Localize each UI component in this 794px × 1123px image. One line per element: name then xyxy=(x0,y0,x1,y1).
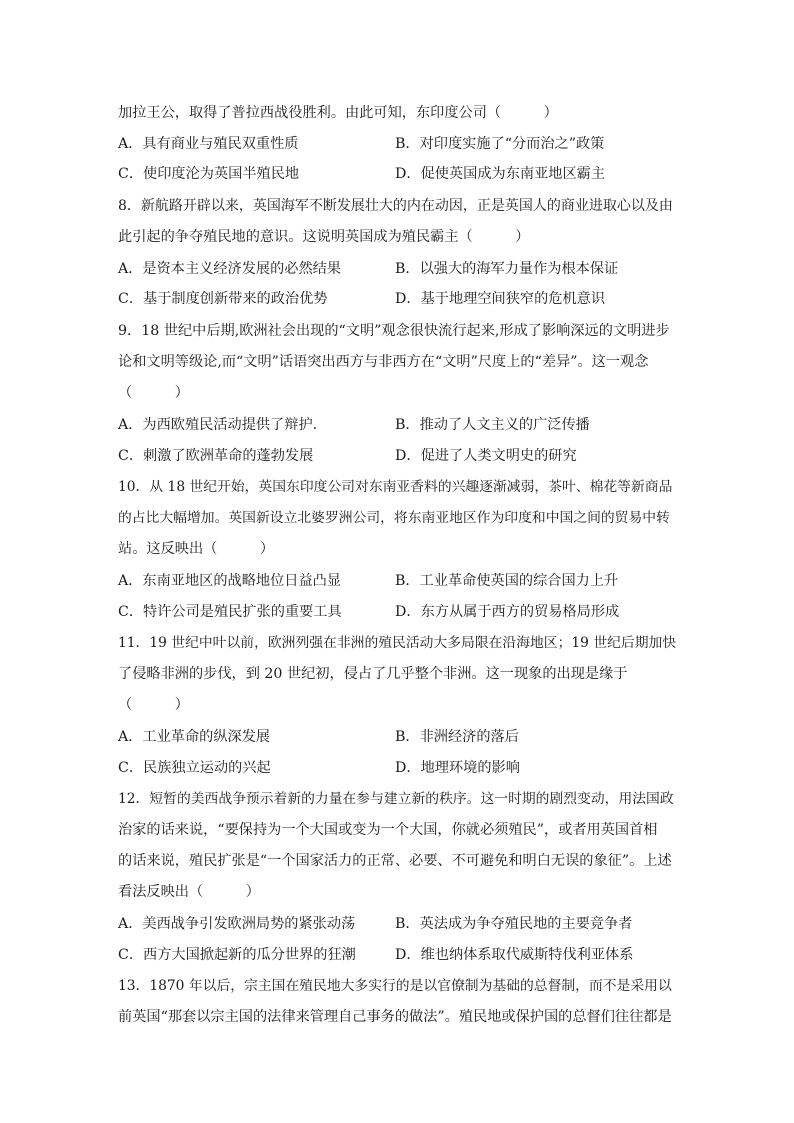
question-8-line-2: 此引起的争夺殖民地的意识。这说明英国成为殖民霸主（ ） xyxy=(118,229,530,245)
question-12-line-1: 12．短暂的美西战争预示着新的力量在参与建立新的秩序。这一时期的剧烈变动，用法国政 xyxy=(118,791,674,807)
question-10-line-3: 站。这反映出（ ） xyxy=(118,541,275,557)
question-9-line-2: 论和文明等级论,而“文明”话语突出西方与非西方在“文明”尺度上的“差异”。这一观念 xyxy=(118,354,649,370)
option-a: A．是资本主义经济发展的必然结果 xyxy=(118,261,342,277)
question-12-line-3: 的话来说，殖民扩张是“一个国家活力的正常、必要、不可避免和明白无误的象征”。上述 xyxy=(118,853,672,869)
option-b: B．非洲经济的落后 xyxy=(395,729,519,745)
option-c: C．刺激了欧洲革命的蓬勃发展 xyxy=(118,448,314,464)
option-b: B．英法成为争夺殖民地的主要竞争者 xyxy=(395,916,633,932)
option-a: A．为西欧殖民活动提供了辩护. xyxy=(118,417,318,433)
question-12-line-2: 治家的话来说，“要保持为一个大国或变为一个大国，你就必须殖民”，或者用英国首相 xyxy=(118,822,658,838)
option-d: D．东方从属于西方的贸易格局形成 xyxy=(395,604,620,620)
option-d: D．维也纳体系取代威斯特伐利亚体系 xyxy=(395,947,634,963)
option-a: A．工业革命的纵深发展 xyxy=(118,729,271,745)
option-b: B．以强大的海军力量作为根本保证 xyxy=(395,261,619,277)
option-a: A．东南亚地区的战略地位日益凸显 xyxy=(118,573,342,589)
question-10-line-2: 的占比大幅增加。英国新设立北婆罗洲公司，将东南亚地区作为印度和中国之间的贸易中转 xyxy=(118,510,670,526)
question-11-line-3: （ ） xyxy=(118,697,189,713)
option-d: D．基于地理空间狭窄的危机意识 xyxy=(395,291,606,307)
option-c: C．使印度沦为英国半殖民地 xyxy=(118,166,300,182)
question-8-line-1: 8．新航路开辟以来，英国海军不断发展壮大的内在动因，正是英国人的商业进取心以及由 xyxy=(118,198,673,214)
option-d: D．促进了人类文明史的研究 xyxy=(395,448,577,464)
option-c: C．基于制度创新带来的政治优势 xyxy=(118,291,328,307)
option-b: B．对印度实施了“分而治之”政策 xyxy=(395,136,605,152)
option-c: C．特许公司是殖民扩张的重要工具 xyxy=(118,604,342,620)
question-7-tail: 加拉王公，取得了普拉西战役胜利。由此可知，东印度公司（ ） xyxy=(118,105,558,121)
option-d: D．促使英国成为东南亚地区霸主 xyxy=(395,166,606,182)
question-11-line-1: 11．19 世纪中叶以前，欧洲列强在非洲的殖民活动大多局限在沿海地区；19 世纪后期加快 xyxy=(118,635,677,651)
option-b: B．推动了人文主义的广泛传播 xyxy=(395,417,590,433)
question-13-line-2: 前英国“那套以宗主国的法律来管理自己事务的做法”。殖民地或保护国的总督们往往都是 xyxy=(118,1009,672,1025)
question-9-line-1: 9．18 世纪中后期,欧洲社会出现的“文明”观念很快流行起来,形成了影响深远的文明进步 xyxy=(118,323,670,339)
question-13-line-1: 13．1870 年以后，宗主国在殖民地大多实行的是以官僚制为基础的总督制，而不是采用以 xyxy=(118,978,672,994)
question-12-line-4: 看法反映出（ ） xyxy=(118,884,260,900)
option-a: A．具有商业与殖民双重性质 xyxy=(118,136,299,152)
option-a: A．美西战争引发欧洲局势的紧张动荡 xyxy=(118,916,356,932)
option-d: D．地理环境的影响 xyxy=(395,760,520,776)
question-10-line-1: 10．从 18 世纪开始，英国东印度公司对东南亚香料的兴趣逐渐减弱，茶叶、棉花等新商品 xyxy=(118,479,673,495)
question-9-line-3: （ ） xyxy=(118,385,189,401)
option-b: B．工业革命使英国的综合国力上升 xyxy=(395,573,619,589)
option-c: C．西方大国掀起新的瓜分世界的狂潮 xyxy=(118,947,356,963)
question-11-line-2: 了侵略非洲的步伐，到 20 世纪初，侵占了几乎整个非洲。这一现象的出现是缘于 xyxy=(118,666,628,682)
option-c: C．民族独立运动的兴起 xyxy=(118,760,271,776)
